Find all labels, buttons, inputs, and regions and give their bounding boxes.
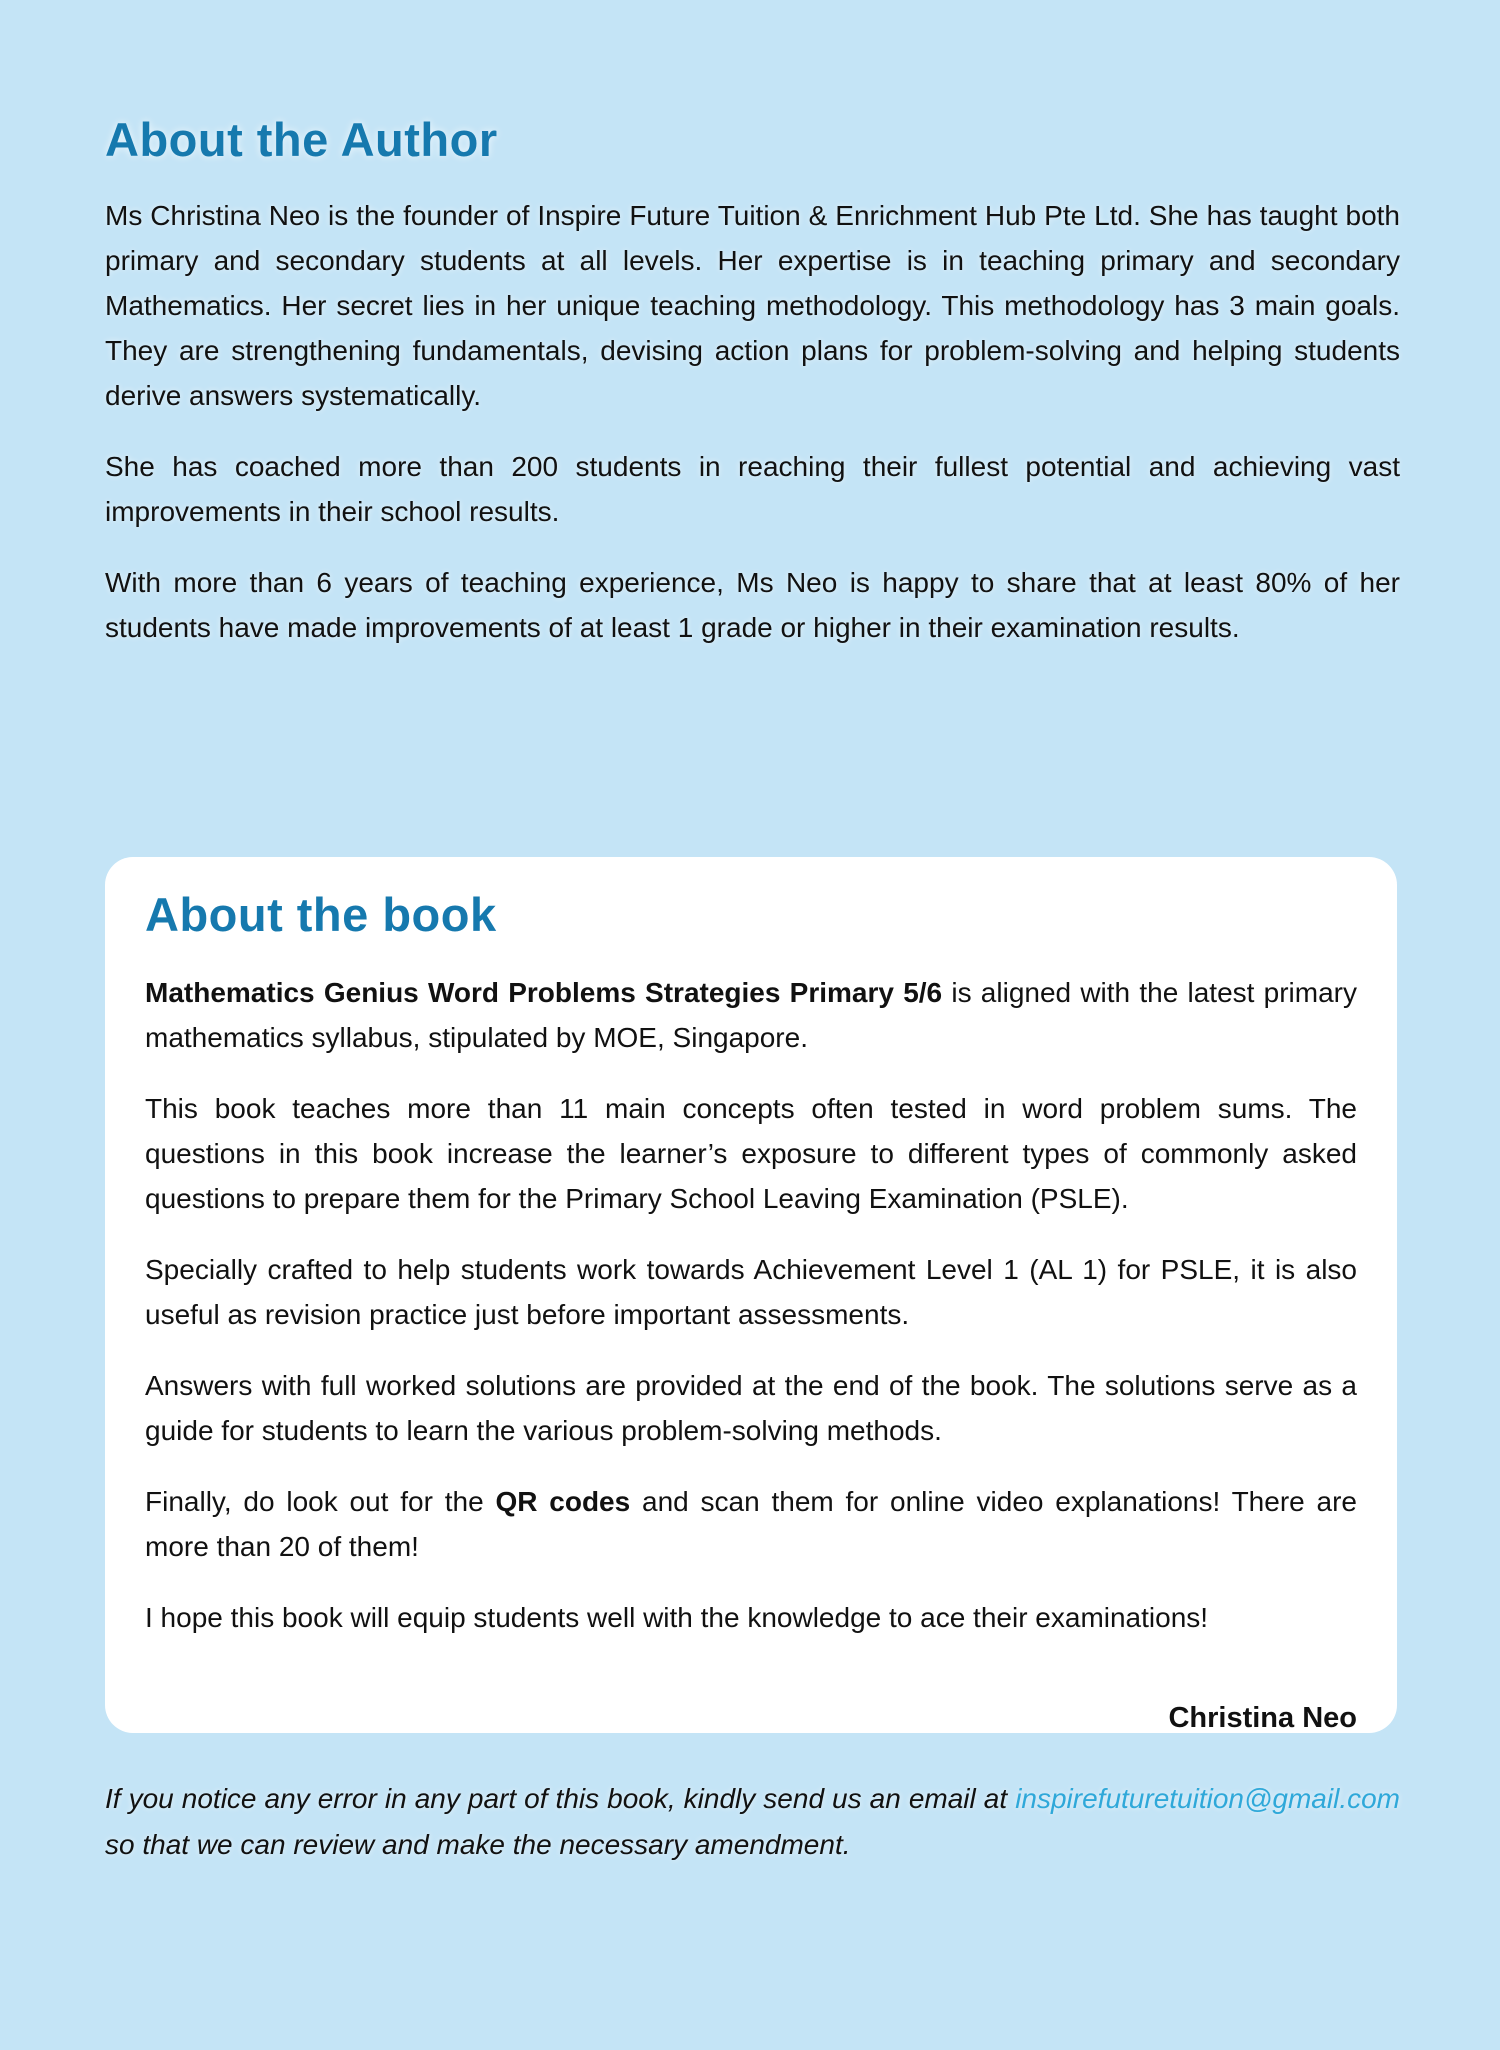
book-paragraph-1-rest: is aligned with the latest primary mathematics syllabus, stipulated by MOE, Singapore.	[145, 977, 1357, 1053]
errata-note	[105, 1776, 1400, 1868]
author-paragraph-2: She has coached more than 200 students in reaching their fullest potential and achieving vast improvements in their school results.	[105, 451, 1400, 527]
errata-note-after-link: so that we can review and make the necessary amendment.	[105, 1829, 851, 1860]
about-author-section	[105, 112, 1400, 676]
qr-codes-bold: QR codes	[495, 1486, 631, 1517]
book-paragraph-3: Specially crafted to help students work towards Achievement Level 1 (AL 1) for PSLE, it is also useful as revision practice just before important assessments.	[145, 1254, 1357, 1330]
author-paragraph-3: With more than 6 years of teaching experience, Ms Neo is happy to share that at least 80% of her students have made improvements of at least 1 grade or higher in their examination results.	[105, 567, 1400, 643]
about-book-heading: About the book	[145, 888, 497, 941]
book-paragraph-4: Answers with full worked solutions are provided at the end of the book. The solutions serve as a guide for students to learn the various problem-solving methods.	[145, 1370, 1357, 1446]
book-paragraph-6: I hope this book will equip students well with the knowledge to ace their examinations!	[145, 1602, 1209, 1633]
book-paragraph-5-before: Finally, do look out for the	[145, 1486, 496, 1517]
book-paragraph-5-after: and scan them for online video explanations! There are more than 20 of them!	[145, 1486, 1357, 1562]
about-book-card	[105, 857, 1397, 1733]
book-paragraph-1	[145, 970, 1357, 1060]
errata-footer	[105, 1776, 1400, 1894]
errata-note-before-link: If you notice any error in any part of this book, kindly send us an email at	[105, 1783, 1016, 1814]
book-paragraph-2: This book teaches more than 11 main concepts often tested in word problem sums. The questions in this book increase the learner’s exposure to different types of commonly asked questions to prepare them for the Primary School Leaving Examination (PSLE).	[145, 1093, 1357, 1214]
author-paragraph-1: Ms Christina Neo is the founder of Inspire Future Tuition & Enrichment Hub Pte Ltd. She has taught both primary and secondary students at all levels. Her expertise is in teaching primary and secondary Mathematics. Her secret lies in her unique teaching methodology. This methodology has 3 main goals. They are strengthening fundamentals, devising action plans for problem-solving and helping students derive answers systematically.	[105, 200, 1400, 411]
about-author-heading: About the Author	[105, 113, 498, 166]
author-signature: Christina Neo	[1168, 1702, 1357, 1734]
email-link[interactable]: inspirefuturetuition@gmail.com	[1015, 1783, 1400, 1814]
book-paragraph-5	[145, 1479, 1357, 1569]
book-title-bold: Mathematics Genius Word Problems Strategies Primary 5/6	[145, 977, 943, 1008]
